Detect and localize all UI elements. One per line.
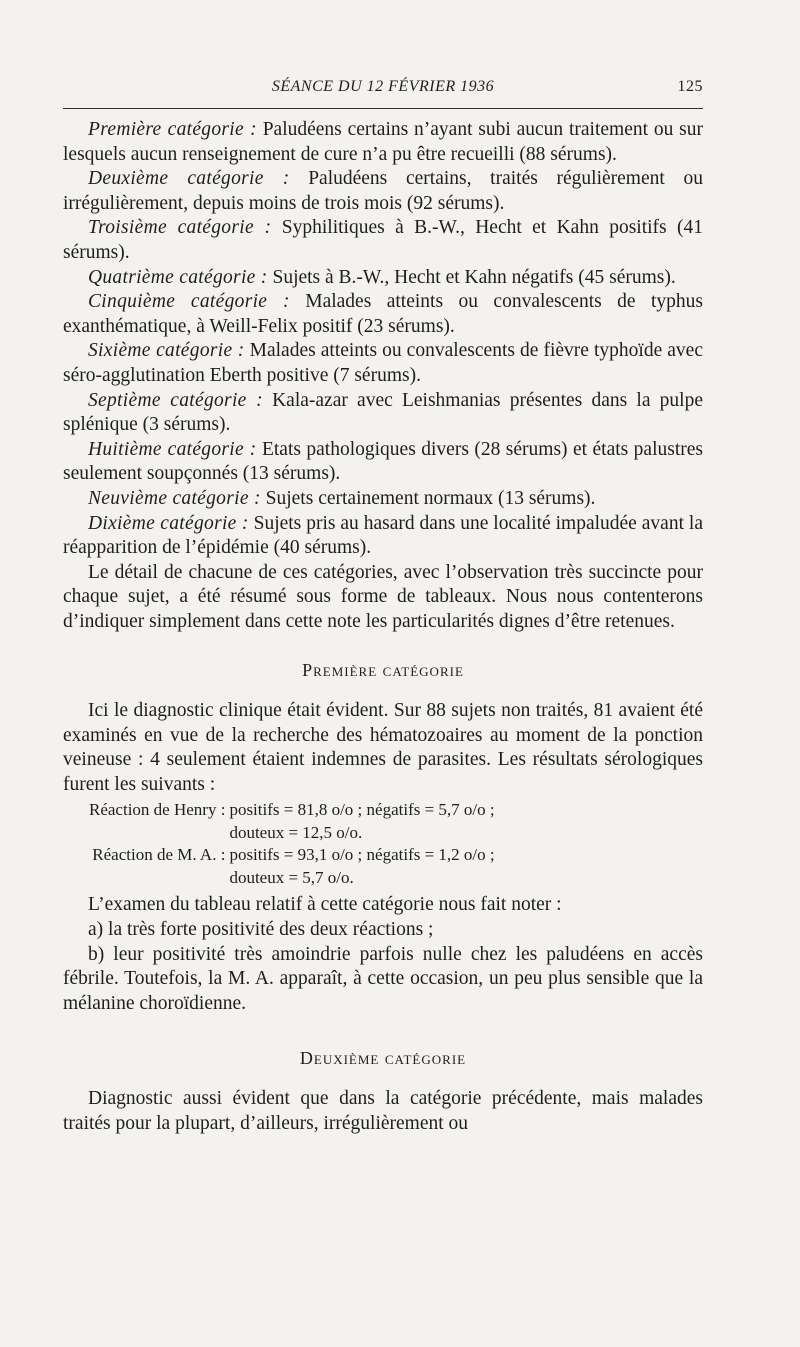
category-label: Septième catégorie : bbox=[88, 389, 263, 411]
category-item: Neuvième catégorie : Sujets certainement normaux (13 sérums). bbox=[88, 487, 596, 509]
reaction-values: positifs = 81,8 o/o ; négatifs = 5,7 o/o ; bbox=[229, 800, 495, 820]
category-item: Cinquième catégorie : Malades atteints ou convalescents de typhus exanthématique, à Weill-Felix positif (23 sérums). bbox=[63, 291, 703, 337]
point-a: a) la très forte positivité des deux réactions ; bbox=[88, 919, 434, 941]
page-number: 125 bbox=[677, 78, 703, 95]
section1-paragraph: L’examen du tableau relatif à cette catégorie nous fait noter : bbox=[88, 894, 562, 916]
reaction-name: Réaction de M. A. : bbox=[92, 845, 226, 865]
section2-paragraph: Diagnostic aussi évident que dans la catégorie précédente, mais malades traités pour la plupart, d’ailleurs, irrégulièrement ou bbox=[63, 1088, 703, 1134]
reaction-row bbox=[89, 799, 495, 822]
reaction-row bbox=[89, 844, 495, 867]
reaction-values: positifs = 93,1 o/o ; négatifs = 1,2 o/o ; bbox=[229, 845, 495, 865]
body-text bbox=[63, 118, 703, 1136]
category-item: Septième catégorie : Kala-azar avec Leishmanias présentes dans la pulpe splénique (3 sérums). bbox=[63, 389, 703, 436]
category-label: Dixième catégorie : bbox=[88, 512, 249, 534]
category-label: Cinquième catégorie : bbox=[88, 291, 290, 313]
category-label: Première catégorie : bbox=[88, 119, 257, 140]
category-label: Huitième catégorie : bbox=[88, 438, 257, 460]
category-item: Quatrième catégorie : Sujets à B.-W., Hecht et Kahn négatifs (45 sérums). bbox=[88, 266, 676, 288]
category-label: Deuxième catégorie : bbox=[88, 168, 290, 190]
category-label: Neuvième catégorie : bbox=[88, 487, 261, 509]
category-item: Huitième catégorie : Etats pathologiques divers (28 sérums) et états palustres seulement soupçonnés (13 sérums). bbox=[63, 438, 703, 485]
intro-paragraph: Le détail de chacune de ces catégories, avec l’observation très succincte pour chaque sujet, a été résumé sous forme de tableaux. Nous nous contenterons d’indiquer simplement dans cette note les particularités dignes d’être retenues. bbox=[63, 561, 703, 632]
category-item: Dixième catégorie : Sujets pris au hasard dans une localité impaludée avant la réapparition de l’épidémie (40 sérums). bbox=[63, 512, 703, 559]
running-title: SÉANCE DU 12 FÉVRIER 1936 bbox=[271, 78, 495, 95]
point-b: b) leur positivité très amoindrie parfois nulle chez les paludéens en accès fébrile. Toutefois, la M. A. apparaît, à cette occasion, un peu plus sensible que la mélanine choroïdienne. bbox=[63, 943, 703, 1014]
reaction-row bbox=[89, 822, 495, 845]
category-item: Sixième catégorie : Malades atteints ou convalescents de fièvre typhoïde avec séro-agglutination Eberth positive (7 sérums). bbox=[63, 340, 703, 386]
category-item: Deuxième catégorie : Paludéens certains, traités régulièrement ou irrégulièrement, depuis moins de trois mois (92 sérums). bbox=[63, 168, 704, 214]
reaction-results bbox=[63, 799, 703, 889]
category-label: Quatrième catégorie : bbox=[88, 266, 268, 288]
reaction-row bbox=[89, 867, 495, 890]
running-header bbox=[63, 78, 703, 100]
reaction-values: douteux = 5,7 o/o. bbox=[229, 867, 354, 887]
reaction-values: douteux = 12,5 o/o. bbox=[229, 822, 363, 842]
section-heading-deuxieme: Deuxième catégorie bbox=[299, 1048, 467, 1069]
category-label: Troisième catégorie : bbox=[88, 217, 272, 239]
section1-paragraph: Ici le diagnostic clinique était évident. Sur 88 sujets non traités, 81 avaient été examinés en vue de la recherche des hématozoaires au moment de la ponction veineuse : 4 seulement étaient indemnes de parasites. Les résultats sérologiques furent les suivants : bbox=[63, 700, 703, 795]
header-rule bbox=[63, 108, 703, 109]
category-item: Première catégorie : Paludéens certains n’ayant subi aucun traitement ou sur lesquels aucun renseignement de cure n’a pu être recueilli (88 sérums). bbox=[63, 119, 703, 165]
reaction-name: Réaction de Henry : bbox=[89, 800, 226, 820]
category-label: Sixième catégorie : bbox=[88, 340, 245, 362]
reaction-table bbox=[89, 799, 495, 889]
category-item: Troisième catégorie : Syphilitiques à B.-W., Hecht et Kahn positifs (41 sérums). bbox=[63, 217, 703, 263]
section-heading-premiere: Première catégorie bbox=[302, 660, 464, 681]
